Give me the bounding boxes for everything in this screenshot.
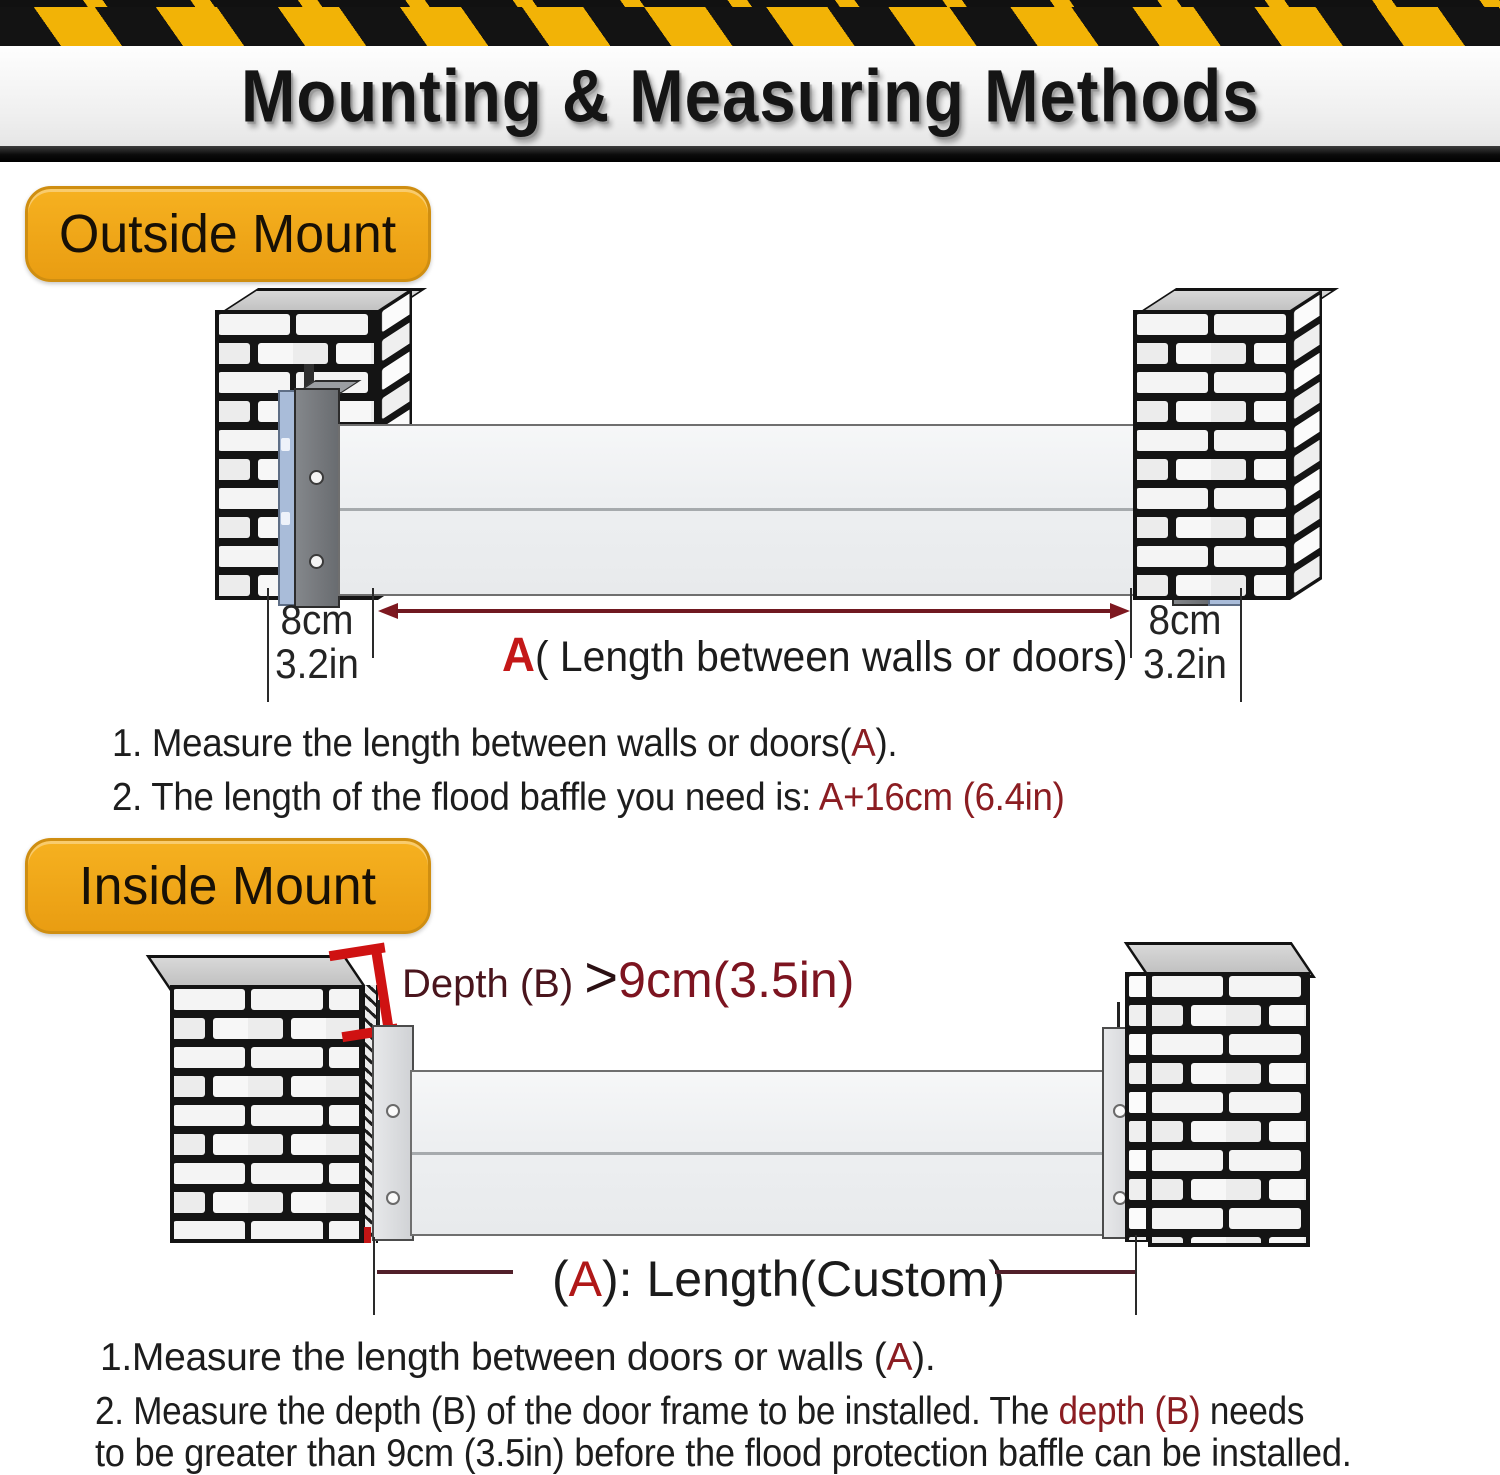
right-pillar-side-face (1290, 289, 1322, 600)
screw-hole (309, 554, 324, 569)
inside-step-2-continued (95, 1432, 1352, 1475)
left-offset-inch: 3.2in (275, 640, 359, 687)
step-text: ). (875, 722, 898, 765)
length-a-letter: A (502, 629, 535, 682)
step-accent: depth (B) (1058, 1390, 1201, 1433)
inside-step-1 (100, 1336, 935, 1380)
inside-left-mounting-channel (372, 1025, 414, 1241)
step-text: ). (912, 1336, 936, 1379)
length-custom-annotation (552, 1250, 1005, 1308)
title-divider-bar (0, 146, 1500, 162)
step-accent: A+16cm (6.4in) (818, 776, 1065, 819)
outside-mount-badge-label: Outside Mount (59, 204, 397, 264)
inside-mount-badge (25, 838, 431, 934)
inside-flood-barrier-panel (410, 1070, 1106, 1236)
step-text: to be greater than 9cm (3.5in) before the flood protection baffle can be installed. (95, 1432, 1352, 1475)
depth-value: 9cm(3.5in) (618, 952, 855, 1008)
right-brick-pillar (1133, 310, 1290, 600)
length-a-annotation (502, 628, 1128, 683)
right-offset-inch: 3.2in (1143, 640, 1227, 687)
inside-step-2 (95, 1390, 1304, 1434)
left-offset-cm: 8cm (280, 596, 354, 643)
dimension-tick (372, 588, 374, 658)
page-title: Mounting & Measuring Methods (240, 54, 1260, 138)
inside-right-pillar-inner-face (1125, 972, 1148, 1242)
depth-label: Depth (B) (402, 962, 585, 1006)
right-offset-cm: 8cm (1148, 596, 1222, 643)
dimension-tick (1130, 588, 1132, 658)
step-accent: A (886, 1336, 913, 1379)
greater-than-sign: > (584, 945, 619, 1010)
step-text: 1.Measure the length between doors or walls ( (100, 1336, 887, 1379)
panel-seam (340, 508, 1174, 511)
panel-seam (412, 1152, 1104, 1155)
screw-hole (386, 1104, 400, 1118)
dimension-line-right (995, 1270, 1135, 1274)
step-text: 2. The length of the flood baffle you need is: (112, 776, 819, 819)
step-text: 2. Measure the depth (B) of the door frame to be installed. The (95, 1390, 1059, 1433)
step-text: needs (1200, 1390, 1305, 1433)
channel-edge-line (1117, 1002, 1120, 1027)
dimension-arrowhead-right (1110, 603, 1130, 619)
dimension-tick (373, 1237, 375, 1315)
dimension-line-left (377, 1270, 513, 1274)
length-text: ): Length(Custom) (602, 1251, 1005, 1307)
inside-left-brick-pillar (170, 985, 363, 1243)
dimension-tick (1135, 1235, 1137, 1315)
length-a-text: ( Length between walls or doors) (534, 633, 1128, 681)
channel-edge-line (377, 1000, 380, 1025)
step-text: 1. Measure the length between walls or doors( (112, 722, 852, 765)
seal-mark (364, 1227, 371, 1243)
step-accent: A (851, 722, 876, 765)
length-a-letter: A (568, 1251, 603, 1307)
outside-step-1 (112, 722, 897, 766)
screw-hole (386, 1191, 400, 1205)
screw-hole (309, 470, 324, 485)
inside-right-brick-pillar (1148, 972, 1310, 1247)
flood-barrier-panel (338, 424, 1176, 596)
hazard-stripe-top-edge (0, 0, 1500, 7)
left-mounting-channel (294, 388, 340, 608)
title-bar (0, 46, 1500, 146)
dimension-arrow (396, 609, 1110, 613)
inside-mount-badge-label: Inside Mount (79, 856, 377, 916)
outside-mount-badge (25, 186, 431, 282)
dimension-tick (1240, 588, 1242, 702)
dimension-arrowhead-left (378, 603, 398, 619)
outside-step-2 (112, 776, 1065, 820)
depth-annotation (402, 944, 854, 1011)
seal-tab (281, 512, 290, 525)
seal-tab (281, 438, 290, 451)
length-text: ( (552, 1251, 569, 1307)
